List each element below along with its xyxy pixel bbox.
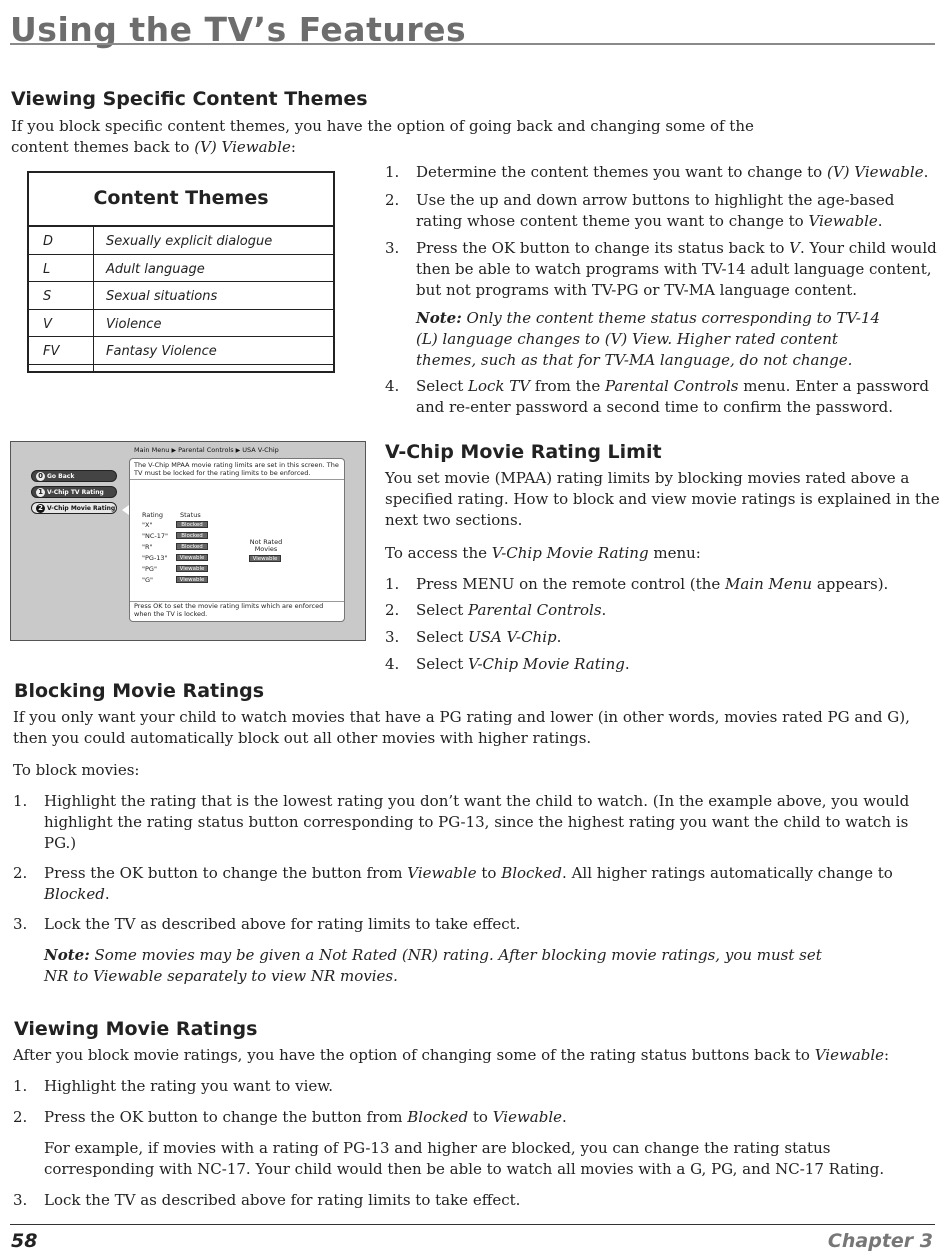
step-text: [416, 574, 935, 595]
step-number: 2.: [13, 864, 28, 882]
list-item: [385, 600, 935, 621]
step-text-part: .: [923, 163, 929, 181]
not-rated-status-button: Viewable: [249, 555, 281, 562]
section-paragraph: [13, 1045, 933, 1066]
step-text-emph: Blocked: [44, 885, 105, 903]
menu-item-label: Go Back: [47, 473, 75, 480]
step-number: 3.: [13, 915, 28, 933]
step-text-part: appears).: [812, 575, 889, 593]
menu-item-label: V-Chip TV Rating: [47, 489, 104, 496]
rating-label: "PG-13": [142, 554, 168, 562]
step-text-part: .: [877, 212, 883, 230]
step-number: 4.: [385, 655, 400, 673]
breadcrumb-arrow-icon: ▶: [235, 447, 241, 454]
step-text: [416, 190, 935, 232]
list-item: [385, 627, 935, 648]
panel-footer: Press OK to set the movie rating limits which are enforced when the TV is locked.: [134, 602, 324, 618]
panel-intro: The V-Chip MPAA movie rating limits are set in this screen. The TV must be locked for the rating limits to be enforced.: [134, 461, 339, 477]
step-text-part: to: [476, 864, 502, 882]
step-text-part: Press the OK button to change the button from: [44, 864, 408, 882]
step-number: 1.: [385, 163, 400, 181]
step-number: 2.: [13, 1108, 28, 1126]
intro-line-2c: :: [290, 138, 296, 156]
step-text-part: Select: [416, 628, 469, 646]
breadcrumb-item: USA V-Chip: [242, 446, 279, 454]
rating-status-button: Blocked: [176, 521, 208, 528]
step-text: [44, 1107, 928, 1128]
menu-item-go-back: [31, 470, 117, 482]
step-text-emph: Parental Controls: [468, 601, 602, 619]
step-number: 3.: [385, 239, 400, 257]
title-rule: [10, 43, 935, 45]
list-item: [385, 574, 935, 595]
intro-line-2a: content themes back to: [11, 138, 195, 156]
step-text: [416, 654, 935, 675]
text-part: menu:: [648, 544, 701, 562]
step-text-emph: USA V-Chip: [468, 628, 557, 646]
step-text-part: .: [624, 655, 630, 673]
rating-label: "NC-17": [142, 532, 168, 540]
text-emph: Viewable: [814, 1046, 885, 1064]
step-text-emph: Lock TV: [468, 377, 531, 395]
step-text-part: . Your child would then be able to watch programs with TV-14 adult language content, but not programs with TV-PG or TV-MA language content.: [416, 239, 937, 299]
step-text: [416, 238, 937, 301]
table-row: [29, 227, 333, 255]
breadcrumb: [134, 446, 279, 454]
menu-item-number: 0: [36, 472, 45, 481]
content-themes-table: [27, 171, 335, 373]
section-lead: To block movies:: [13, 761, 140, 779]
status-column-header: Status: [180, 511, 201, 519]
step-text: [416, 162, 935, 183]
theme-code: L: [43, 261, 51, 277]
note-label: Note:: [44, 946, 90, 964]
text-part: To access the: [385, 544, 492, 562]
theme-code: V: [43, 316, 52, 332]
breadcrumb-item: Main Menu: [134, 446, 170, 454]
step-number: 1.: [13, 1077, 28, 1095]
rating-column-header: Rating: [142, 511, 163, 519]
rating-label: "R": [142, 543, 153, 551]
step-text-emph: Blocked: [501, 864, 563, 882]
table-row: [29, 310, 333, 338]
text-emph: V-Chip Movie Rating: [491, 544, 649, 562]
rating-status-button: Blocked: [176, 532, 208, 539]
theme-description: Fantasy Violence: [106, 344, 217, 359]
list-item: [385, 190, 935, 232]
section-intro: [11, 116, 811, 158]
note-text: Only the content theme status corresponding to TV-14 (L) language changes to (V) View. Higher rated content themes, such as that for TV-MA language, do not change.: [416, 309, 881, 369]
page-title: Using the TV’s Features: [10, 10, 467, 49]
menu-item-label: V-Chip Movie Rating: [47, 505, 116, 512]
step-text-part: to: [468, 1108, 493, 1126]
movie-rating-panel: [129, 446, 345, 622]
section-paragraph: If you only want your child to watch movies that have a PG rating and lower (in other words, movies rated PG and G), then you could automatically block out all other movies with higher ratings.: [13, 708, 910, 747]
step-number: 1.: [13, 792, 28, 810]
step-text-emph: Parental Controls: [604, 377, 739, 395]
section-heading-content-themes: Viewing Specific Content Themes: [11, 88, 368, 110]
step-text-part: .: [601, 601, 607, 619]
list-item: [13, 1107, 928, 1128]
menu-item-number: 1: [36, 488, 45, 497]
chapter-label: Chapter 3: [827, 1230, 933, 1252]
step-text-part: Determine the content themes you want to change to: [416, 163, 827, 181]
step-text: [416, 600, 935, 621]
access-instructions: [385, 543, 935, 564]
step-text-part: from the: [530, 377, 605, 395]
step-text: [416, 627, 935, 648]
step-text: Highlight the rating you want to view.: [44, 1077, 334, 1095]
theme-code: S: [43, 289, 52, 304]
step-text-emph: Viewable: [808, 212, 878, 230]
rating-label: "G": [142, 576, 154, 584]
step-text-part: Press MENU on the remote control (the: [416, 575, 725, 593]
theme-description: Adult language: [106, 261, 205, 277]
step-text-emph: (V) Viewable: [826, 163, 924, 181]
step-text-part: Press the OK button to change the button from: [44, 1108, 408, 1126]
rating-status-button: Viewable: [176, 565, 208, 572]
section-heading-blocking: Blocking Movie Ratings: [14, 680, 265, 702]
breadcrumb-arrow-icon: ▶: [171, 447, 177, 454]
section-heading-viewing: Viewing Movie Ratings: [14, 1018, 258, 1040]
step-number: 1.: [385, 575, 400, 593]
step-note: [44, 945, 844, 987]
step-text-part: Select: [416, 601, 469, 619]
rating-label: "X": [142, 521, 153, 529]
theme-code: D: [43, 234, 54, 249]
rating-status-button: Blocked: [176, 543, 208, 550]
list-item: [13, 914, 928, 935]
theme-description: Sexually explicit dialogue: [106, 234, 273, 249]
theme-description: Violence: [106, 316, 162, 332]
intro-line-2b: (V) Viewable: [194, 138, 291, 156]
content-themes-header: Content Themes: [29, 173, 333, 227]
table-row: [29, 337, 333, 365]
menu-item-movie-rating: [31, 502, 117, 514]
note-label: Note:: [416, 309, 462, 327]
table-row: [29, 255, 333, 283]
table-divider: [93, 227, 94, 371]
step-number: 2.: [385, 601, 400, 619]
list-item: [385, 238, 937, 301]
step-text: [416, 376, 935, 418]
step-text-part: .: [556, 628, 562, 646]
step-number: 3.: [385, 628, 400, 646]
note-text: Some movies may be given a Not Rated (NR) rating. After blocking movie ratings, you must set NR to Viewable separately to view NR movies.: [44, 946, 822, 985]
section-paragraph: You set movie (MPAA) rating limits by blocking movies rated above a specified rating. How to block and view movie ratings is explained in the next two sections.: [385, 469, 940, 529]
list-item: [13, 791, 928, 854]
step-text-emph: Viewable: [492, 1108, 563, 1126]
vchip-menu-screenshot: [10, 441, 366, 641]
step-note: [416, 308, 896, 371]
step-text-part: .: [562, 1108, 567, 1126]
step-text-part: Press the OK button to change its status back to: [416, 239, 790, 257]
step-text-part: .: [104, 885, 110, 903]
step-text-part: Select: [416, 377, 469, 395]
step-text-part: Select: [416, 655, 469, 673]
step-number: 3.: [13, 1191, 28, 1209]
rating-label: "PG": [142, 565, 157, 573]
text-part: After you block movie ratings, you have the option of changing some of the rating status buttons back to: [13, 1046, 815, 1064]
panel-divider: [130, 479, 344, 480]
step-number: 2.: [385, 191, 400, 209]
menu-item-tv-rating: [31, 486, 117, 498]
intro-line-1: If you block specific content themes, you have the option of going back and changing some of the: [11, 117, 754, 135]
page-number: 58: [11, 1230, 38, 1252]
example-paragraph: For example, if movies with a rating of PG-13 and higher are blocked, you can change the rating status corresponding with NC-17. Your child would then be able to watch all movies with a G, PG, and NC-17 Rating.: [44, 1139, 885, 1178]
step-text-part: menu. Enter a password and re-enter password a second time to confirm the password.: [416, 377, 929, 416]
rating-status-button: Viewable: [176, 554, 208, 561]
list-item: [13, 1190, 928, 1211]
table-row: [29, 282, 333, 310]
text-part: :: [884, 1046, 890, 1064]
step-text-part: . All higher ratings automatically change to: [562, 864, 893, 882]
step-text-part: Use the up and down arrow buttons to highlight the age-based rating whose content theme you want to change to: [416, 191, 895, 230]
list-item: [385, 654, 935, 675]
pointer-arrow-icon: [122, 505, 129, 515]
theme-code: FV: [43, 344, 60, 359]
not-rated-label: Not Rated Movies: [249, 538, 283, 553]
rating-status-button: Viewable: [176, 576, 208, 583]
step-text-emph: V: [789, 239, 801, 257]
list-item: [385, 376, 935, 418]
list-item: [385, 162, 935, 183]
step-number: 4.: [385, 377, 400, 395]
footer-rule: [10, 1224, 935, 1225]
theme-description: Sexual situations: [106, 289, 218, 304]
list-item: [13, 1076, 928, 1097]
list-item: [13, 863, 928, 905]
step-text-emph: Blocked: [407, 1108, 469, 1126]
section-heading-vchip-limit: V-Chip Movie Rating Limit: [385, 441, 662, 463]
step-text: Lock the TV as described above for rating limits to take effect.: [44, 915, 521, 933]
menu-item-number: 2: [36, 504, 45, 513]
step-text: Lock the TV as described above for rating limits to take effect.: [44, 1191, 521, 1209]
step-text-emph: Viewable: [407, 864, 477, 882]
step-text-emph: V-Chip Movie Rating: [468, 655, 625, 673]
step-text: [44, 863, 928, 905]
breadcrumb-item: Parental Controls: [178, 446, 234, 454]
step-text: Highlight the rating that is the lowest rating you don’t want the child to watch. (In the example above, you would highlight the rating status button corresponding to PG-13, since the highest rating you want the child to watch is PG.): [44, 792, 910, 852]
step-text-emph: Main Menu: [725, 575, 813, 593]
